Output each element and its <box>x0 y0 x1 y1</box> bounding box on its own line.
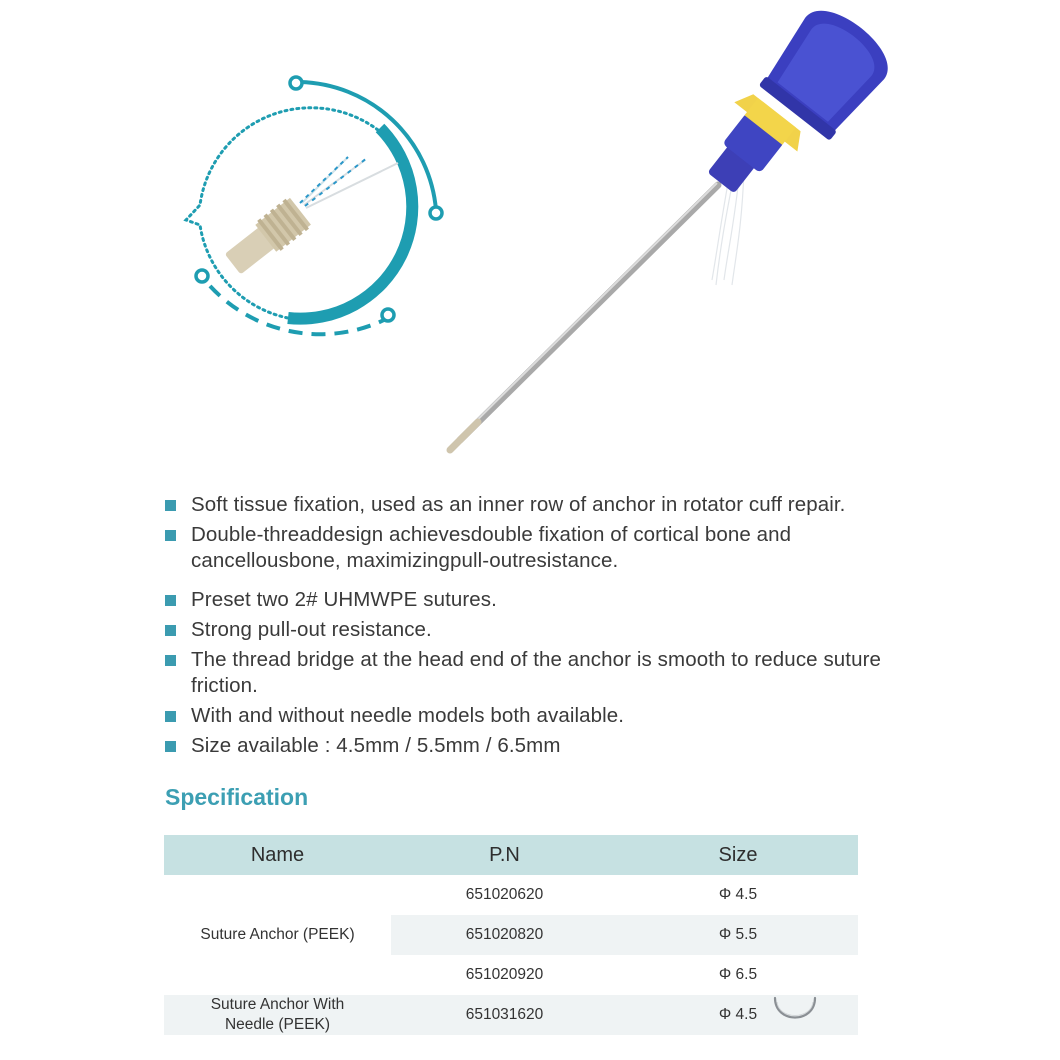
square-bullet-icon <box>165 655 176 666</box>
part-number-cell: 651020620 <box>465 886 544 903</box>
product-name-cell <box>164 995 391 1035</box>
product-name-cell: Suture Anchor (PEEK) <box>200 926 355 943</box>
feature-item <box>165 522 925 574</box>
feature-text: Preset two 2# UHMWPE sutures. <box>191 588 497 611</box>
part-number-cell: 651020820 <box>391 915 618 955</box>
size-value: Φ 4.5 <box>718 1006 758 1023</box>
inserter-instrument <box>430 0 910 470</box>
size-cell: Φ 4.5 <box>718 886 758 903</box>
square-bullet-icon <box>165 530 176 541</box>
size-cell: Φ 6.5 <box>718 966 758 983</box>
feature-text: Soft tissue fixation, used as an inner row of anchor in rotator cuff repair. <box>191 493 846 516</box>
feature-text: With and without needle models both available. <box>191 704 625 727</box>
part-number-cell: 651020920 <box>465 966 544 983</box>
column-header-pn: P.N <box>391 835 618 875</box>
anchor-diagram <box>170 60 460 360</box>
feature-item <box>165 492 925 518</box>
square-bullet-icon <box>165 500 176 511</box>
size-cell <box>618 995 858 1035</box>
square-bullet-icon <box>165 625 176 636</box>
table-row <box>164 875 858 915</box>
specification-heading: Specification <box>165 784 309 810</box>
feature-item <box>165 587 925 613</box>
feature-text: The thread bridge at the head end of the anchor is smooth to reduce suture friction. <box>191 648 882 697</box>
square-bullet-icon <box>165 711 176 722</box>
product-name-line: Needle (PEEK) <box>224 1016 331 1033</box>
product-hero <box>0 0 1060 470</box>
table-row <box>164 995 858 1035</box>
column-header-size: Size <box>618 835 858 875</box>
size-cell: Φ 5.5 <box>618 915 858 955</box>
feature-item <box>165 647 925 699</box>
table-header-row <box>164 835 858 875</box>
square-bullet-icon <box>165 741 176 752</box>
product-name-line: Suture Anchor With <box>210 996 345 1013</box>
feature-list <box>165 492 925 759</box>
feature-text: Strong pull-out resistance. <box>191 618 432 641</box>
feature-text: Double-threaddesign achievesdouble fixation of cortical bone and cancellousbone, maximizingpull-outresistance. <box>191 523 792 572</box>
feature-text: Size available : 4.5mm / 5.5mm / 6.5mm <box>191 734 561 757</box>
feature-item <box>165 617 925 643</box>
curved-needle-icon <box>771 994 819 1026</box>
part-number-cell: 651031620 <box>391 995 618 1035</box>
feature-item <box>165 733 925 759</box>
square-bullet-icon <box>165 595 176 606</box>
column-header-name: Name <box>164 835 391 875</box>
specification-table <box>164 835 858 1035</box>
feature-item <box>165 703 925 729</box>
